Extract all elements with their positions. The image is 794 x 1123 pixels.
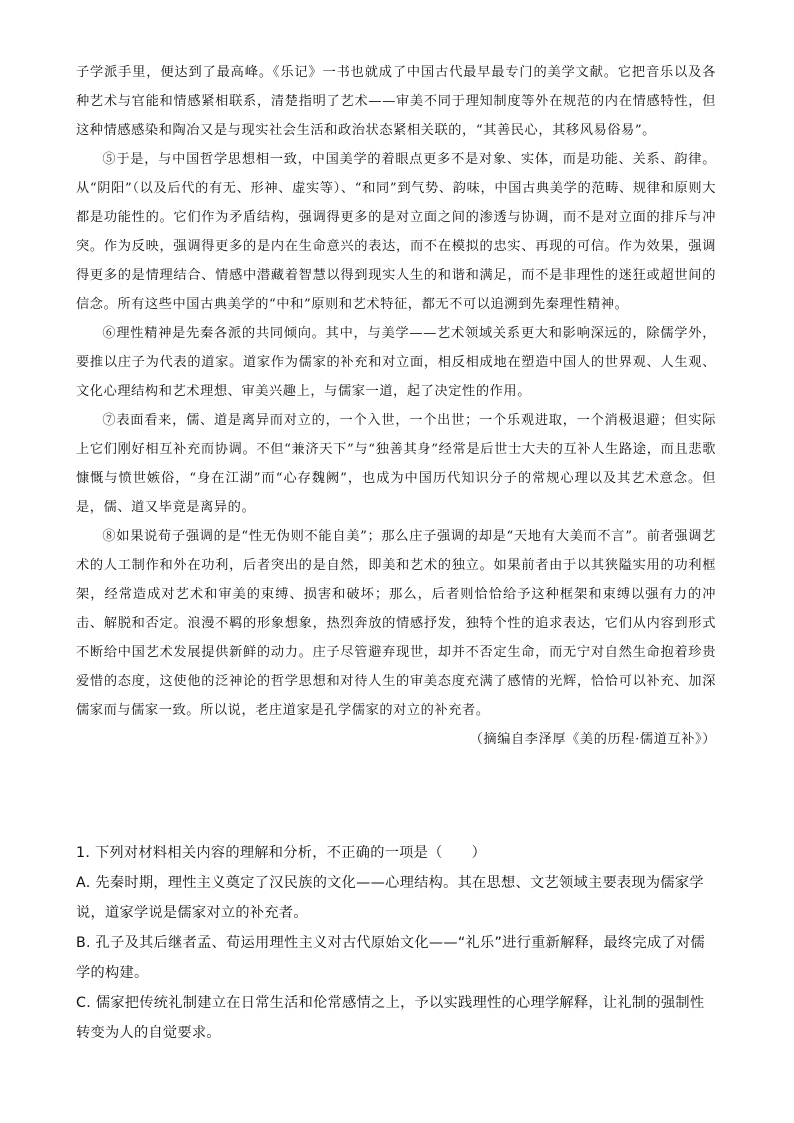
- question-stem: 1. 下列对材料相关内容的理解和分析，不正确的一项是（ ）: [76, 845, 487, 861]
- question-section: [76, 838, 716, 1048]
- paragraph-7: ⑦表面看来，儒、道是离异而对立的，一个入世，一个出世；一个乐观进取，一个消极退避；但实际上它们刚好相互补充而协调。不但“兼济天下”与“独善其身”经常是后世士大夫的互补人生路途，而且悲歌慷慨与愤世嫉俗，“身在江湖”而“心存魏阙”，也成为中国历代知识分子的常规心理以及其艺术意念。但是，儒、道又毕竟是离异的。: [76, 413, 716, 515]
- source-citation: （摘编自李泽厚《美的历程·儒道互补》）: [469, 732, 716, 747]
- paragraph-continued: 子学派手里，便达到了最高峰。《乐记》一书也就成了中国古代最早最专门的美学文献。它把音乐以及各种艺术与官能和情感紧相联系，清楚指明了艺术——审美不同于理知制度等外在规范的内在情感特性，但这种情感感染和陶冶又是与现实社会生活和政治状态紧相关联的，“其善民心，其移风易俗易”。: [76, 65, 716, 138]
- option-b: B. 孔子及其后继者孟、荀运用理性主义对古代原始文化——“礼乐”进行重新解释，最终完成了对儒学的构建。: [76, 935, 705, 981]
- option-a: A. 先秦时期，理性主义奠定了汉民族的文化——心理结构。其在思想、文艺领域主要表现为儒家学说，道家学说是儒家对立的补充者。: [76, 875, 704, 921]
- option-c: C. 儒家把传统礼制建立在日常生活和伦常感情之上，予以实践理性的心理学解释，让礼制的强制性转变为人的自觉要求。: [76, 995, 705, 1041]
- paragraph-6: ⑥理性精神是先秦各派的共同倾向。其中，与美学——艺术领域关系更大和影响深远的，除儒学外，要推以庄子为代表的道家。道家作为儒家的补充和对立面，相反相成地在塑造中国人的世界观、人生观、文化心理结构和艺术理想、审美兴趣上，与儒家一道，起了决定性的作用。: [76, 326, 716, 399]
- paragraph-5: ⑤于是，与中国哲学思想相一致，中国美学的着眼点更多不是对象、实体，而是功能、关系、韵律。从“阴阳”（以及后代的有无、形神、虚实等）、“和同”到气势、韵味，中国古典美学的范畴、规律和原则大都是功能性的。它们作为矛盾结构，强调得更多的是对立面之间的渗透与协调，而不是对立面的排斥与冲突。作为反映，强调得更多的是内在生命意兴的表达，而不在模拟的忠实、再现的可信。作为效果，强调得更多的是情理结合、情感中潜藏着智慧以得到现实人生的和谐和满足，而不是非理性的迷狂或超世间的信念。所有这些中国古典美学的“中和”原则和艺术特征，都无不可以追溯到先秦理性精神。: [76, 152, 716, 312]
- reading-passage: [76, 58, 716, 754]
- paragraph-8: ⑧如果说荀子强调的是“性无伪则不能自美”；那么庄子强调的却是“天地有大美而不言”。前者强调艺术的人工制作和外在功利，后者突出的是自然，即美和艺术的独立。如果前者由于以其狭隘实用的功利框架，经常造成对艺术和审美的束缚、损害和破坏；那么，后者则恰恰给予这种框架和束缚以强有力的冲击、解脱和否定。浪漫不羁的形象想象，热烈奔放的情感抒发，独特个性的追求表达，它们从内容到形式不断给中国艺术发展提供新鲜的动力。庄子尽管避弃现世，却并不否定生命，而无宁对自然生命抱着珍贵爱惜的态度，这使他的泛神论的哲学思想和对待人生的审美态度充满了感情的光辉，恰恰可以补充、加深儒家而与儒家一致。所以说，老庄道家是孔学儒家的对立的补充者。: [76, 529, 716, 718]
